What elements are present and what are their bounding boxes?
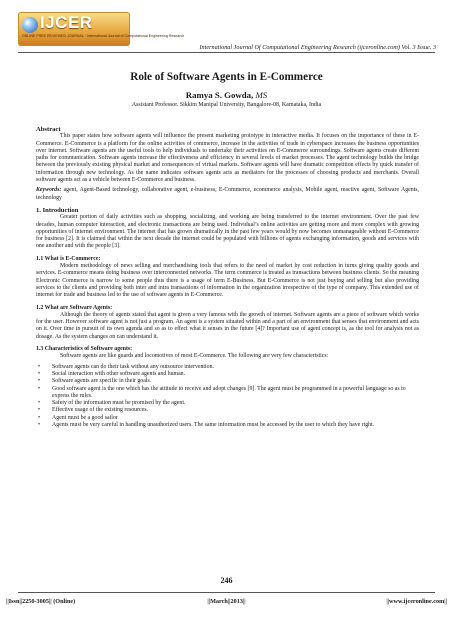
bullet-icon: •	[38, 385, 41, 392]
bullet-icon: •	[38, 407, 41, 414]
list-item-text: Effective usage of the existing resources.	[52, 407, 148, 414]
abstract-heading: Abstract	[36, 126, 61, 133]
page-number: 246	[220, 576, 233, 585]
section-heading-introduction: 1. Introduction	[36, 206, 79, 214]
software-agents-text: Although the theory of agents stated that agent is given a very famous with the growth of internet. Software agents are a piece of software which works for the user. However software agent is not just a program. An agent is a system situated within and a part of an environment that senses that environment and acts on it. Over time in pursuit of its own agenda and so as to effect what it senses in the future [4]? Important use of agent concept is, as the tool for analysis not as dosage. As the system changes on can understand it.	[36, 311, 419, 340]
bullet-icon: •	[38, 400, 41, 407]
footer-rule	[18, 592, 435, 593]
paper-body	[36, 126, 419, 429]
introduction-text: Greater portion of daily activities such as shopping, socializing, and working are being transferred to the internet environment. Over the past few decades, human computer interaction, and electronic transactions are being used. Individual’s online activities are getting more and more complex with growing opportunities of internet environment. The internet that has grown dramatically in the past few years would by now becomes unmanageable without E-Commerce for business [2]. It is claimed that within the next decade the internet could be populated with billions of agents exchanging information, goods and services with one another and with the people [3].	[36, 214, 419, 250]
author-line	[0, 90, 453, 100]
list-item-text: Social interaction with other software agents and human.	[52, 370, 186, 377]
characteristics-list	[36, 364, 419, 430]
footer-date: ||March||2013||	[207, 598, 246, 605]
characteristics-text: Software agents are like guards and locomotives of most E-Commerce. The following are very few characteristics:	[60, 353, 329, 360]
list-item	[36, 364, 419, 371]
author-degree: MS	[255, 90, 268, 100]
list-item-text: Good software agent is the one which has the attitude to receive and adopt changes [9]. The agent must be programmed in a powerful language so as to express the rules.	[52, 385, 406, 399]
journal-logo	[18, 12, 185, 46]
list-item-text: Software agents are specific in their goals.	[52, 378, 152, 385]
list-item	[36, 407, 419, 414]
journal-header: International Journal Of Computational Engineering Research (ijceronline.com) Vol. 3 Issue. 3	[199, 44, 436, 51]
list-item	[36, 415, 419, 422]
ecommerce-text: Modern methodology of news selling and merchandising tools that refers to the need of market by cost reduction in turns giving quality goods and services. E-commerce means doing business over interconnected networks. The term commerce is treated as transactions between business clients. So the meaning Electronic Commerce is narrow to some people thus there is a usage of term E-Business. But E-Commerce is not just buying and selling but also providing services to the clients and providing both inter and intra transactions of information in the organization irrespective of the type of company. This extended use of internet for trade and business led to the use of software agents in E-Commerce.	[36, 263, 419, 299]
subsection-heading-characteristics: 1.3 Characteristics of Software agents:	[36, 346, 133, 353]
list-item-text: Agents must be very careful in handling unauthorized users. The same information must be accessed by the user to which they have right.	[52, 421, 375, 428]
list-item-text: Software agents can do their task without any outsource intervention.	[52, 363, 214, 370]
bullet-icon: •	[38, 378, 41, 385]
keywords-label: Keywords:	[36, 187, 62, 194]
bullet-icon: •	[38, 414, 41, 421]
paper-title: Role of Software Agents in E-Commerce	[130, 71, 323, 83]
author-affiliation: Assistant Professor. Sikkim Manipal University, Bangalore-08, Karnataka, India	[131, 102, 322, 108]
keywords	[36, 187, 419, 202]
abstract-text: This paper states how software agents will influence the present marketing prototype in interactive media. It focuses on the importance of these in E-Commerce. E-Commerce is a platform for the online activities of commerce, increase in the activities of trade in cyberspace increases the business opportunities over internet. Software agents are the useful tools to help individuals to undertake their activities on E-Commerce surroundings. Software agents create different paths for communication. Software agents increase the effectiveness and efficiency in several levels of market processes. The agent technology builds the bridge between the previously existing physical market and consequences of virtual markets. Software agents will have dramatic competition effects by quick transfer of information through new technology. As the name indicates software agents acts as mediators for the processes of choosing products and merchants. Overall software agents act as a vehicle between E-Commerce and business.	[36, 133, 419, 184]
globe-icon	[22, 17, 38, 33]
list-item-text: Agent must be a good sailor	[52, 414, 118, 421]
logo-subtitle: ONLINE FREE REVIEWED JOURNAL · International Journal of Computational Engineering Research	[22, 34, 185, 38]
bullet-icon: •	[38, 363, 41, 370]
author-name: Ramya S. Gowda,	[185, 90, 254, 100]
subsection-heading-software-agents: 1.2 What are Software Agents:	[36, 304, 113, 311]
keywords-text: agent, Agent-Based technology, collaborative agent, e-business, E-Commerce, ecommerce analysis, Mobile agent, reactive agent, Software Agents, technology	[36, 187, 419, 201]
list-item-text: Safety of the information must be promised by the agent.	[52, 400, 186, 407]
bullet-icon: •	[38, 421, 41, 428]
footer-website-link[interactable]: ||www.ijceronline.com||	[386, 598, 447, 605]
footer-issn: ||Issn||2250-3005|| (Online)	[6, 598, 76, 605]
header-rule	[18, 52, 435, 53]
bullet-icon: •	[38, 370, 41, 377]
subsection-heading-ecommerce: 1.1 What is E-Commerce:	[36, 255, 101, 262]
list-item	[36, 422, 419, 429]
logo-title: IJCER	[40, 13, 93, 32]
list-item	[36, 378, 419, 385]
list-item	[36, 386, 419, 401]
